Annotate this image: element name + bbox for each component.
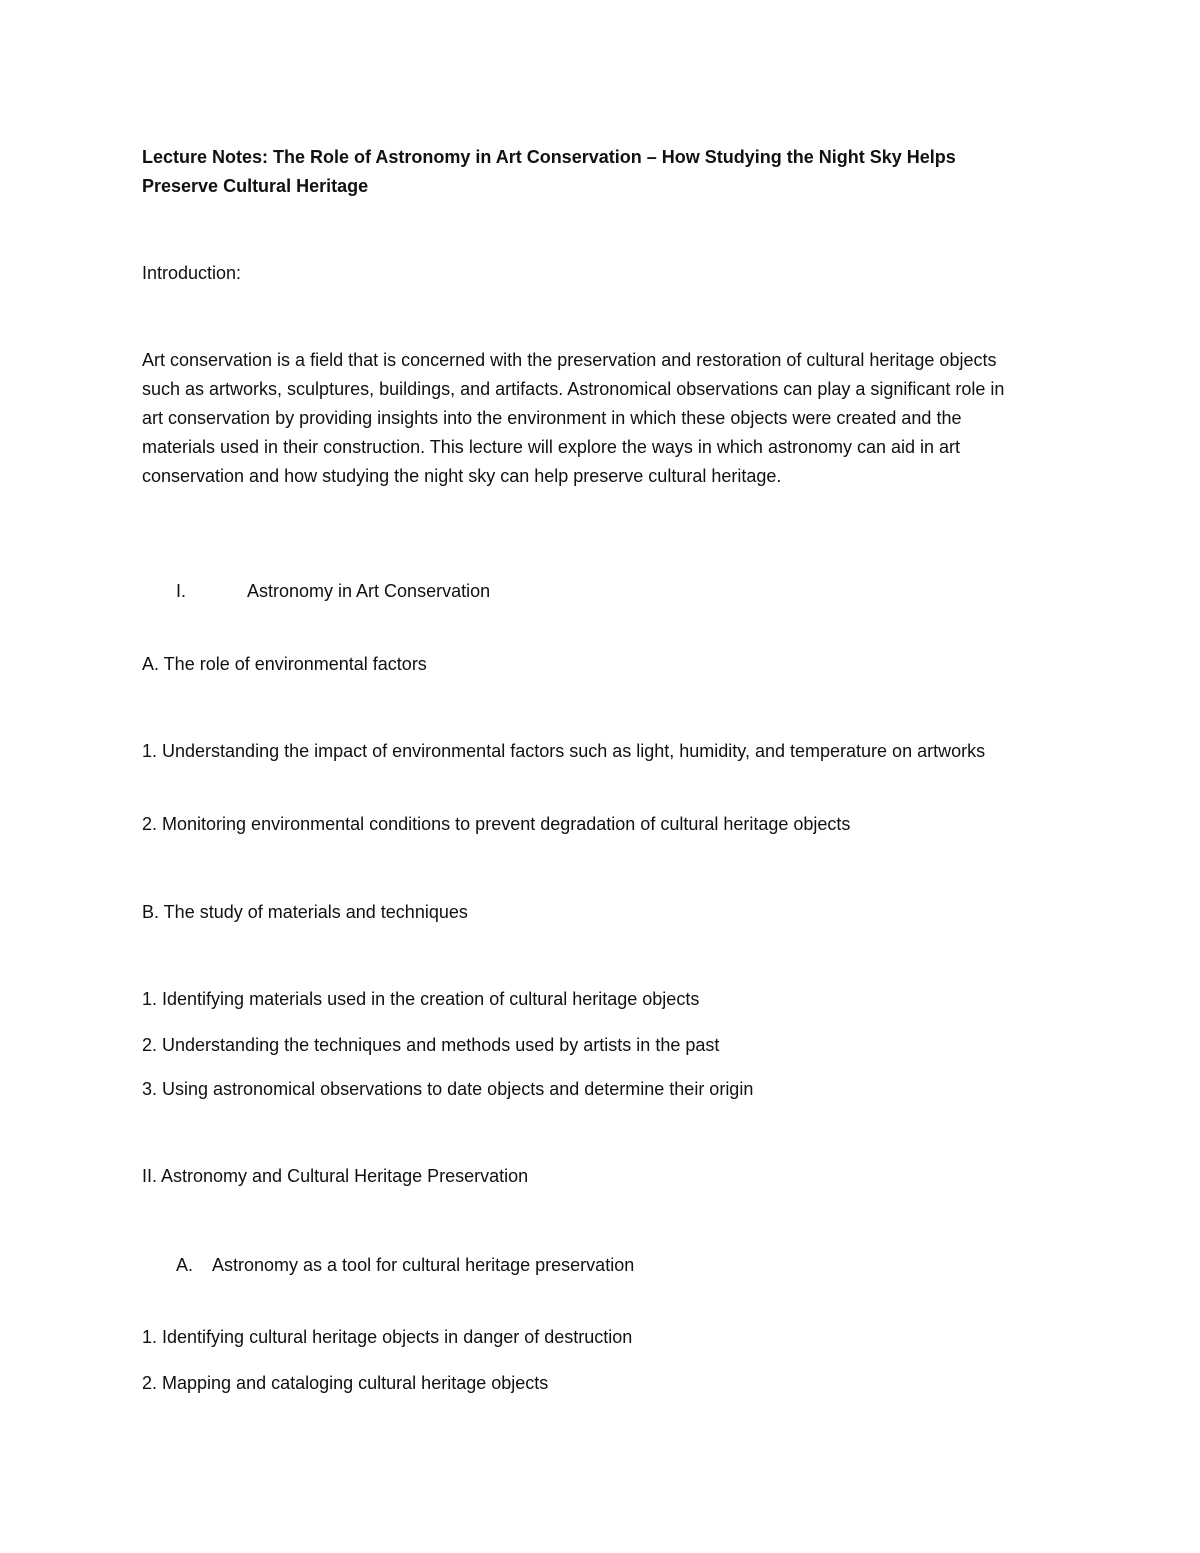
list-item: 2. Understanding the techniques and methods used by artists in the past xyxy=(142,1035,720,1055)
section-1-marker: I. xyxy=(176,581,187,601)
introduction-heading: Introduction: xyxy=(142,263,242,283)
section-2-sub-a-marker: A. xyxy=(176,1255,194,1275)
list-item: 1. Understanding the impact of environmental factors such as light, humidity, and temperature on artworks xyxy=(142,741,986,761)
list-item: 2. Mapping and cataloging cultural heritage objects xyxy=(142,1373,549,1393)
section-1-heading: Astronomy in Art Conservation xyxy=(247,581,491,601)
list-item: 1. Identifying cultural heritage objects in danger of destruction xyxy=(142,1327,633,1347)
list-item: 2. Monitoring environmental conditions to prevent degradation of cultural heritage objects xyxy=(142,814,851,834)
list-item: 1. Identifying materials used in the creation of cultural heritage objects xyxy=(142,989,700,1009)
section-2-sub-a-heading: Astronomy as a tool for cultural heritage preservation xyxy=(212,1255,635,1275)
list-item: 3. Using astronomical observations to date objects and determine their origin xyxy=(142,1079,754,1099)
document-title: Lecture Notes: The Role of Astronomy in Art Conservation – How Studying the Night Sky Helps Preserve Cultural Heritage xyxy=(142,147,956,196)
section-2-heading: II. Astronomy and Cultural Heritage Preservation xyxy=(142,1166,529,1186)
introduction-paragraph: Art conservation is a field that is concerned with the preservation and restoration of cultural heritage objects such as artworks, sculptures, buildings, and artifacts. Astronomical observations can play a significant role in art conservation by providing insights into the environment in which these objects were created and the materials used in their construction. This lecture will explore the ways in which astronomy can aid in art conservation and how studying the night sky can help preserve cultural heritage. xyxy=(142,350,1005,486)
section-1-sub-b-heading: B. The study of materials and techniques xyxy=(142,902,468,922)
section-1-sub-a-heading: A. The role of environmental factors xyxy=(142,654,427,674)
